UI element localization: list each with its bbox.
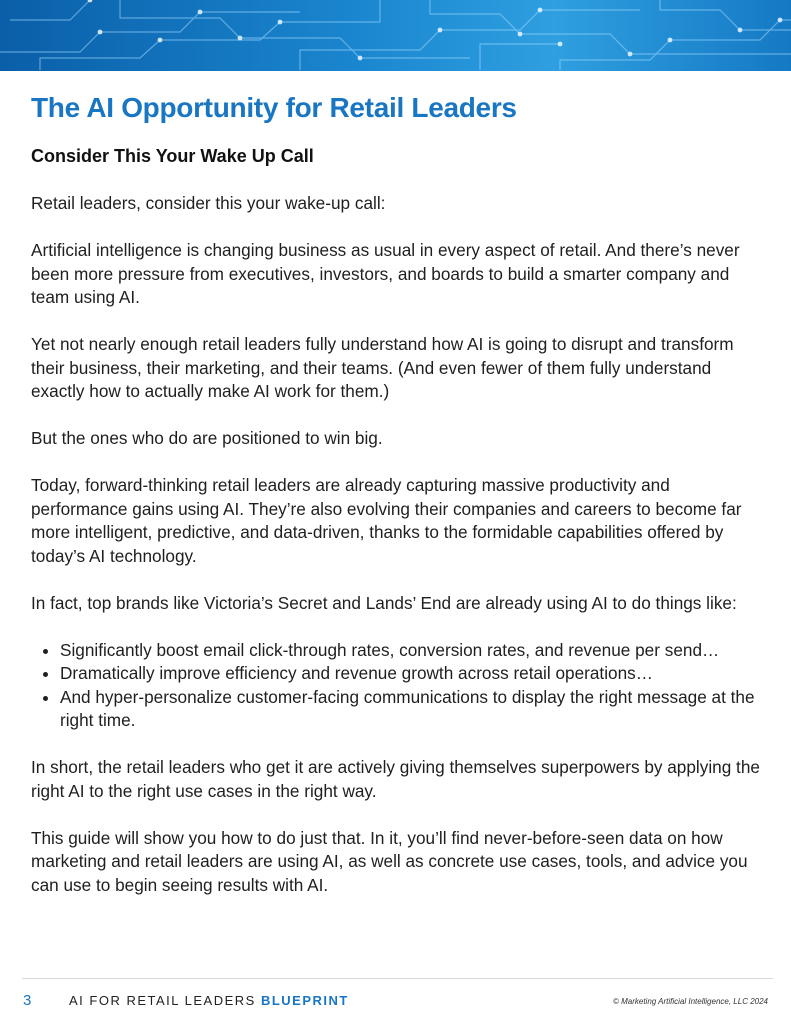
paragraph: But the ones who do are positioned to win big.: [31, 428, 383, 448]
paragraph: Today, forward-thinking retail leaders are already capturing massive productivity and performance gains using AI. They’re also evolving their companies and careers to become far more intelligent, predictive, and data-driven, thanks to the formidable capabilities offered by today’s AI technology.: [31, 475, 742, 566]
paragraph: In short, the retail leaders who get it are actively giving themselves superpowers by applying the right AI to the right use cases in the right way.: [31, 757, 760, 801]
page-title: The AI Opportunity for Retail Leaders: [31, 92, 517, 123]
body-content: [31, 192, 766, 921]
list-item: • Dramatically improve efficiency and revenue growth across retail operations…: [60, 662, 766, 686]
paragraph: Retail leaders, consider this your wake-up call:: [31, 193, 386, 213]
bullet-list: [31, 639, 766, 733]
paragraph: In fact, top brands like Victoria’s Secret and Lands’ End are already using AI to do things like:: [31, 592, 737, 613]
page-number: 3: [23, 992, 32, 1009]
list-item: • And hyper-personalize customer-facing communications to display the right message at the right time.: [60, 686, 766, 733]
paragraph: Yet not nearly enough retail leaders fully understand how AI is going to disrupt and transform their business, their marketing, and their teams. (And even fewer of them fully understand exactly how to actually make AI work for them.): [31, 334, 734, 401]
footer-doc-title: [69, 993, 349, 1008]
header-banner: [0, 0, 791, 71]
footer-doc-title-accent: BLUEPRINT: [260, 993, 349, 1008]
list-item: • Significantly boost email click-through rates, conversion rates, and revenue per send…: [60, 639, 766, 663]
circuit-pattern-graphic: [0, 0, 791, 71]
paragraph: This guide will show you how to do just that. In it, you’ll find never-before-seen data on how marketing and retail leaders are using AI, as well as concrete use cases, tools, and advice you can use to begin seeing results with AI.: [31, 827, 748, 895]
section-subtitle: Consider This Your Wake Up Call: [31, 146, 314, 166]
footer-doc-title-main: AI FOR RETAIL LEADERS: [69, 993, 256, 1008]
copyright-notice: © Marketing Artificial Intelligence, LLC 2024: [612, 997, 768, 1006]
footer-divider: [22, 978, 773, 979]
paragraph: Artificial intelligence is changing business as usual in every aspect of retail. And there’s never been more pressure from executives, investors, and boards to build a smarter company and team using AI.: [31, 240, 740, 307]
